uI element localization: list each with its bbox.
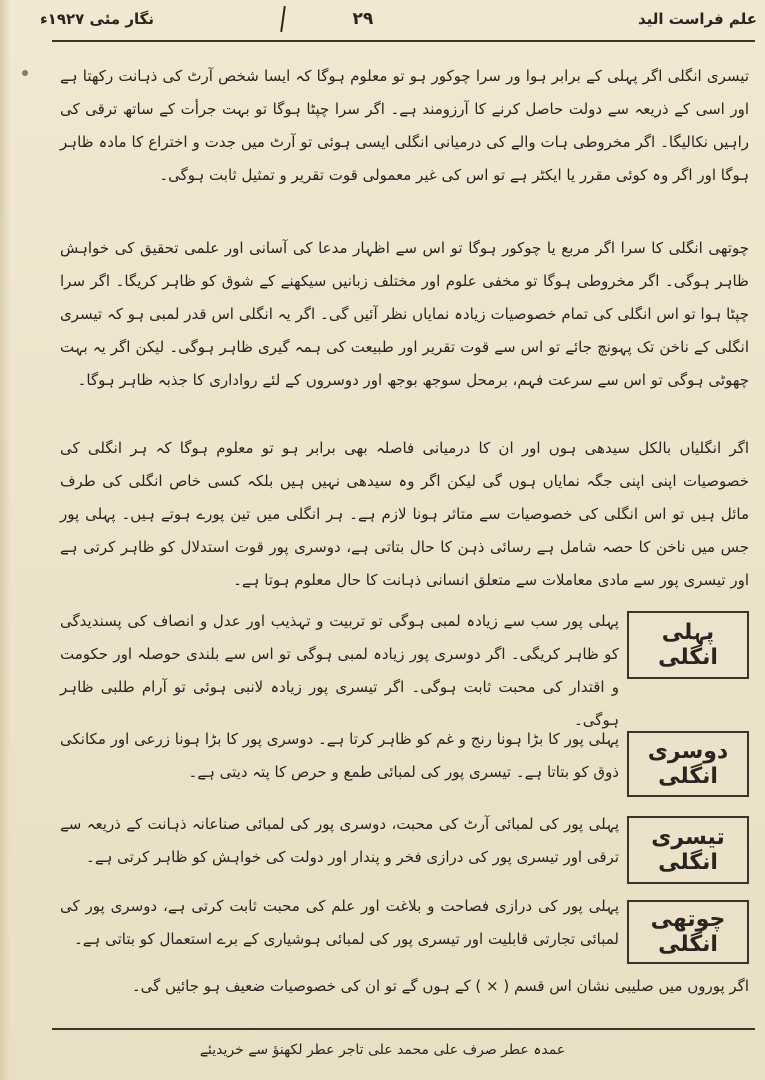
running-title: علم فراست الید bbox=[637, 10, 757, 28]
paragraph-cross-marks: اگر پوروں میں صلیبی نشان اس قسم ( × ) کے ہوں گے تو ان کی خصوصیات ضعیف ہو جائیں گی۔ bbox=[131, 977, 749, 995]
issue-date: نگار مئی ۱۹۲۷ء bbox=[40, 10, 154, 28]
section-title: پہلی انگلی bbox=[627, 611, 749, 679]
footer-advertisement: عمدہ عطر صرف علی محمد علی تاجر عطر لکھنؤ سے خریدیئے bbox=[199, 1042, 566, 1058]
paragraph-finger-spacing: اگر انگلیاں بالکل سیدھی ہوں اور ان کا درمیانی فاصلہ بھی برابر ہو تو معلوم ہوگا کہ ہر انگلی کی خصوصیات اپنی اپنی جگہ نمایاں ہوں گی لیکن اگر وہ سیدھی نہیں ہیں بلکہ کسی خاص انگلی کی طرف مائل ہیں تو اس انگلی کی خصوصیات سے متاثر ہونا لازم ہے۔ ہر انگلی میں تین پورے ہوتے ہیں۔ پہلی پور جس میں ناخن کا حصہ شامل ہے رسائی ذہن کا حال بتاتی ہے، دوسری پور قوت استدلال کو ظاہر کرتی ہے اور تیسری پور سے مادی معاملات سے متعلق انسانی ذہانت کا حال معلوم ہوتا ہے۔ bbox=[60, 439, 749, 589]
section-second-finger bbox=[60, 723, 749, 811]
section-title: دوسری انگلی bbox=[627, 731, 749, 797]
section-fourth-finger bbox=[60, 890, 749, 970]
page-number: ۲۹ bbox=[352, 9, 374, 29]
section-text: پہلی پور کی درازی فصاحت و بلاغت اور علم کی محبت ثابت کرتی ہے، دوسری پور کی لمبائی تجارتی قابلیت اور تیسری پور کی لمبائی ہوشیاری کے برے استعمال کو بتاتی ہے۔ bbox=[60, 897, 619, 948]
header-ink-mark bbox=[280, 6, 286, 32]
paragraph-fourth-finger: چوتھی انگلی کا سرا اگر مربع یا چوکور ہوگا تو اس سے اظہار مدعا کی آسانی اور علمی تحقیق کی خواہش ظاہر ہوگی۔ اگر مخروطی ہوگا تو مخفی علوم اور مختلف زبانیں سیکھنے کے شوق کو ظاہر کریگا۔ اگر سرا چپٹا ہوا تو اس انگلی کی تمام خصوصیات زیادہ نمایاں نظر آئیں گی۔ اگر یہ انگلی اس قدر لمبی ہو کہ تیسری انگلی کے ناخن تک پہونچ جائے تو اس سے قوت تقریر اور طبیعت کی ہمہ گیری ظاہر ہوگی۔ لیکن اگر یہ بہت چھوٹی ہوگی تو اس سے سرعت فہم، برمحل سوجھ بوجھ اور دوسروں کے لئے رواداری کا جذبہ ظاہر ہوگا۔ bbox=[60, 239, 749, 389]
footer-rule bbox=[52, 1028, 755, 1030]
section-third-finger bbox=[60, 808, 749, 894]
section-title: تیسری انگلی bbox=[627, 816, 749, 884]
section-text: پہلی پور کی لمبائی آرٹ کی محبت، دوسری پور کی لمبائی صناعانہ ذہانت کے ذریعہ سے ترقی اور تیسری پور کی درازی فخر و پندار اور دولت کی خواہش کو ظاہر کرتی ہے۔ bbox=[60, 815, 619, 866]
section-text: پہلی پور سب سے زیادہ لمبی ہوگی تو تربیت و تہذیب اور عدل و انصاف کی پسندیدگی کو ظاہر کریگی۔ اگر دوسری پور زیادہ لمبی ہوگی تو اس سے بلندی حوصلہ اور حکومت و اقتدار کی محبت ثابت ہوگی۔ اگر تیسری پور زیادہ لانبی ہوئی تو آرام طلبی ظاہر ہوگی۔ bbox=[60, 612, 619, 729]
section-first-finger bbox=[60, 605, 749, 729]
header-rule bbox=[52, 40, 755, 42]
section-title: چوتھی انگلی bbox=[627, 900, 749, 964]
section-text: پہلی پور کا بڑا ہونا رنج و غم کو ظاہر کرتا ہے۔ دوسری پور کا بڑا ہونا زرعی اور مکانکی ذوق کو بتاتا ہے۔ تیسری پور کی لمبائی طمع و حرص کا پتہ دیتی ہے۔ bbox=[60, 730, 619, 781]
paragraph-third-finger: تیسری انگلی اگر پہلی کے برابر ہوا ور سرا چوکور ہو تو معلوم ہوگا کہ ایسا شخص آرٹ کی ذہانت رکھتا ہے اور اسی کے ذریعہ سے دولت حاصل کرنے کا آرزومند ہے۔ اگر سرا چپٹا ہوگا تو بہت جرأت کے ساتھ ترقی کی راہیں نکالیگا۔ اگر مخروطی ہات والے کی درمیانی انگلی ایسی ہوئی تو آرٹ میں جدت و اختراع کا مادہ ظاہر ہوگا اور اگر وہ کوئی مقرر یا ایکٹر ہے تو اس کی غیر معمولی قوت تقریر و تمثیل ثابت ہوگی۔ bbox=[60, 67, 749, 184]
ink-speck bbox=[22, 70, 28, 76]
